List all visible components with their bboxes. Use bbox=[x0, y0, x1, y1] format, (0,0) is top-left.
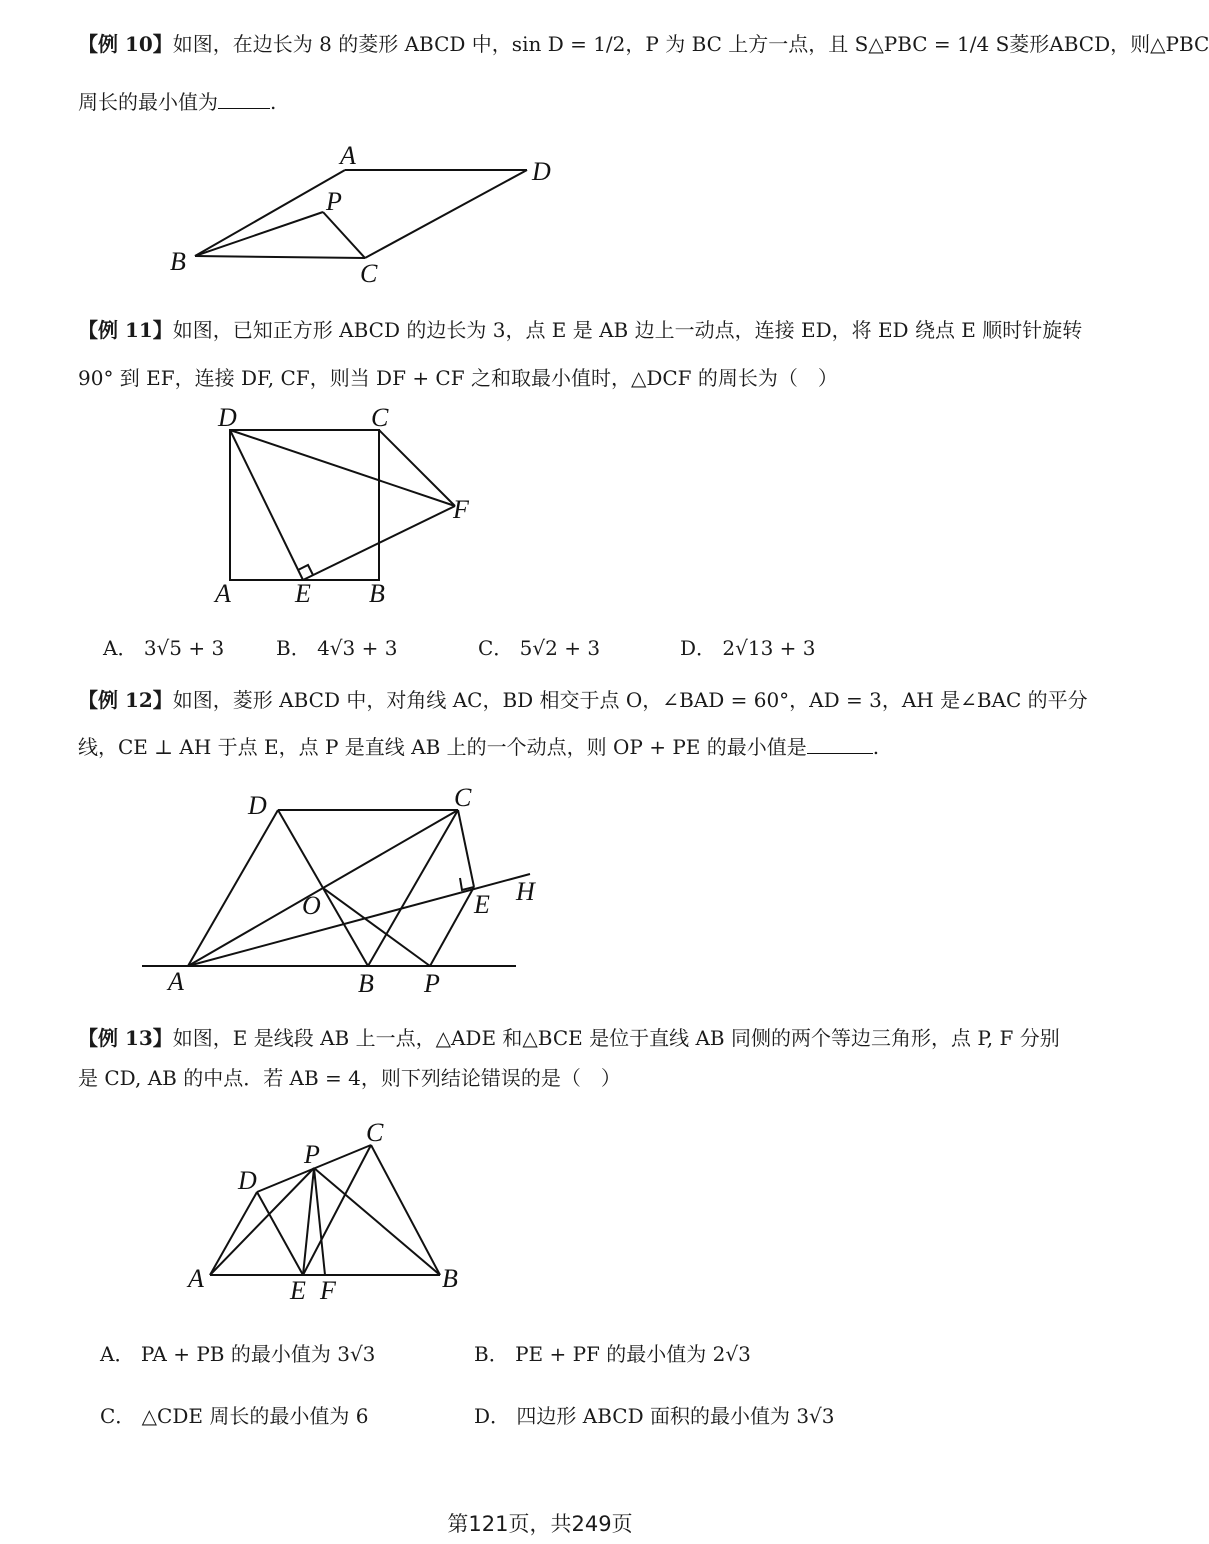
ex12-line1 bbox=[78, 686, 1088, 714]
ex11-line2 bbox=[78, 364, 1048, 392]
ex12-label-p: P bbox=[424, 969, 440, 998]
ex11-label-a: A bbox=[215, 579, 231, 608]
ex11-label-c: C bbox=[371, 403, 389, 432]
ex11-choice-c[interactable] bbox=[478, 634, 600, 662]
ex11-label-e: E bbox=[295, 579, 311, 608]
ex12-label-a: A bbox=[168, 967, 184, 996]
ex12-tag: 【例 12】 bbox=[78, 688, 173, 712]
ex10-tag: 【例 10】 bbox=[78, 32, 173, 56]
ex11-label-b: B bbox=[369, 579, 385, 608]
ex10-text1: 如图，在边长为 8 的菱形 ABCD 中，sin D = 1/2，P 为 BC 上方一点，且 S△PBC = 1/4 S菱形ABCD，则△PBC bbox=[172, 32, 1209, 56]
ex12-label-o: O bbox=[302, 891, 321, 920]
ex13-seg-pf bbox=[314, 1168, 325, 1275]
ex13-line1 bbox=[78, 1024, 1060, 1052]
ex11-seg-de bbox=[230, 430, 303, 580]
ex10-side-dc bbox=[365, 170, 527, 258]
ex11-choice-a[interactable] bbox=[103, 634, 224, 662]
ex13-label-d: D bbox=[238, 1166, 257, 1195]
choice-text: PA + PB 的最小值为 3√3 bbox=[140, 1342, 376, 1366]
ex11-seg-df bbox=[230, 430, 455, 506]
answer-blank bbox=[807, 735, 873, 754]
ex11-label-f: F bbox=[453, 495, 469, 524]
ex10-figure bbox=[160, 140, 600, 290]
choice-key: B． bbox=[276, 636, 311, 660]
ex10-label-c: C bbox=[360, 259, 378, 288]
ex13-label-f: F bbox=[320, 1276, 336, 1305]
answer-blank bbox=[218, 90, 270, 109]
ex13-seg-pb bbox=[314, 1168, 440, 1275]
choice-key: A． bbox=[103, 636, 138, 660]
choice-text: 2√13 + 3 bbox=[722, 636, 816, 660]
ex13-text1: 如图，E 是线段 AB 上一点，△ADE 和△BCE 是位于直线 AB 同侧的两个等边三角形，点 P, F 分别 bbox=[172, 1026, 1060, 1050]
ex10-line2 bbox=[78, 88, 1048, 116]
ex12-figure bbox=[130, 780, 550, 1000]
choice-key: C． bbox=[100, 1404, 136, 1428]
ex10-side-bc bbox=[195, 256, 365, 258]
ex12-label-h: H bbox=[516, 877, 535, 906]
choice-key: D． bbox=[680, 636, 717, 660]
ex10-label-b: B bbox=[170, 247, 186, 276]
ex11-seg-cf bbox=[379, 430, 455, 506]
ex13-text2: 是 CD, AB 的中点．若 AB = 4，则下列结论错误的是（ ） bbox=[78, 1066, 621, 1090]
ex12-side-ad bbox=[188, 810, 278, 966]
ex12-line2 bbox=[78, 733, 1048, 761]
ex13-choice-a[interactable] bbox=[100, 1340, 375, 1368]
ex10-seg-pc bbox=[323, 212, 365, 258]
ex10-label-a: A bbox=[340, 141, 356, 170]
ex13-seg-ap bbox=[210, 1168, 314, 1275]
ex12-label-c: C bbox=[454, 783, 472, 812]
ex11-square bbox=[230, 430, 379, 580]
ex10-label-p: P bbox=[326, 187, 342, 216]
ex10-period: . bbox=[270, 90, 277, 114]
choice-key: B． bbox=[474, 1342, 509, 1366]
ex12-seg-op bbox=[323, 888, 430, 966]
ex13-choice-c[interactable] bbox=[100, 1402, 368, 1430]
ex13-label-p: P bbox=[304, 1140, 320, 1169]
choice-text: PE + PF 的最小值为 2√3 bbox=[515, 1342, 751, 1366]
ex13-choice-d[interactable] bbox=[474, 1402, 835, 1430]
ex13-seg-cb bbox=[371, 1145, 440, 1275]
ex12-seg-ce bbox=[458, 810, 474, 887]
ex13-line2 bbox=[78, 1064, 1048, 1092]
ex13-label-c: C bbox=[366, 1118, 384, 1147]
ex11-choice-b[interactable] bbox=[276, 634, 397, 662]
ex13-label-b: B bbox=[442, 1264, 458, 1293]
ex10-text2: 周长的最小值为 bbox=[78, 90, 218, 114]
ex13-figure bbox=[180, 1115, 480, 1310]
ex11-line1 bbox=[78, 316, 1083, 344]
ex12-text2: 线，CE ⊥ AH 于点 E，点 P 是直线 AB 上的一个动点，则 OP + PE 的最小值是 bbox=[78, 735, 807, 759]
ex13-tag: 【例 13】 bbox=[78, 1026, 173, 1050]
choice-text: 四边形 ABCD 面积的最小值为 3√3 bbox=[516, 1404, 835, 1428]
ex10-line1 bbox=[78, 30, 1209, 58]
choice-text: △CDE 周长的最小值为 6 bbox=[141, 1404, 369, 1428]
ex12-label-d: D bbox=[248, 791, 267, 820]
ex12-label-b: B bbox=[358, 969, 374, 998]
ex11-text2: 90° 到 EF，连接 DF, CF，则当 DF + CF 之和取最小值时，△DCF 的周长为（ ） bbox=[78, 366, 838, 390]
choice-key: A． bbox=[100, 1342, 135, 1366]
ex12-side-cb bbox=[368, 810, 458, 966]
choice-key: D． bbox=[474, 1404, 511, 1428]
ex12-period: . bbox=[872, 735, 880, 759]
ex11-label-d: D bbox=[218, 403, 237, 432]
page-footer: 第121页，共249页 bbox=[447, 1512, 633, 1536]
ex12-label-e: E bbox=[474, 890, 490, 919]
ex11-text1: 如图，已知正方形 ABCD 的边长为 3，点 E 是 AB 边上一动点，连接 ED，将 ED 绕点 E 顺时针旋转 bbox=[172, 318, 1083, 342]
ex13-label-e: E bbox=[290, 1276, 306, 1305]
ex11-tag: 【例 11】 bbox=[78, 318, 173, 342]
ex10-label-d: D bbox=[532, 157, 551, 186]
choice-text: 5√2 + 3 bbox=[519, 636, 601, 660]
choice-text: 3√5 + 3 bbox=[143, 636, 225, 660]
ex13-choice-b[interactable] bbox=[474, 1340, 751, 1368]
ex13-label-a: A bbox=[188, 1264, 204, 1293]
choice-text: 4√3 + 3 bbox=[317, 636, 398, 660]
ex11-choice-d[interactable] bbox=[680, 634, 816, 662]
ex12-text1: 如图，菱形 ABCD 中，对角线 AC，BD 相交于点 O，∠BAD = 60°，AD = 3，AH 是∠BAC 的平分 bbox=[172, 688, 1088, 712]
ex11-figure bbox=[205, 400, 495, 610]
choice-key: C． bbox=[478, 636, 514, 660]
ex13-seg-de bbox=[257, 1192, 303, 1275]
